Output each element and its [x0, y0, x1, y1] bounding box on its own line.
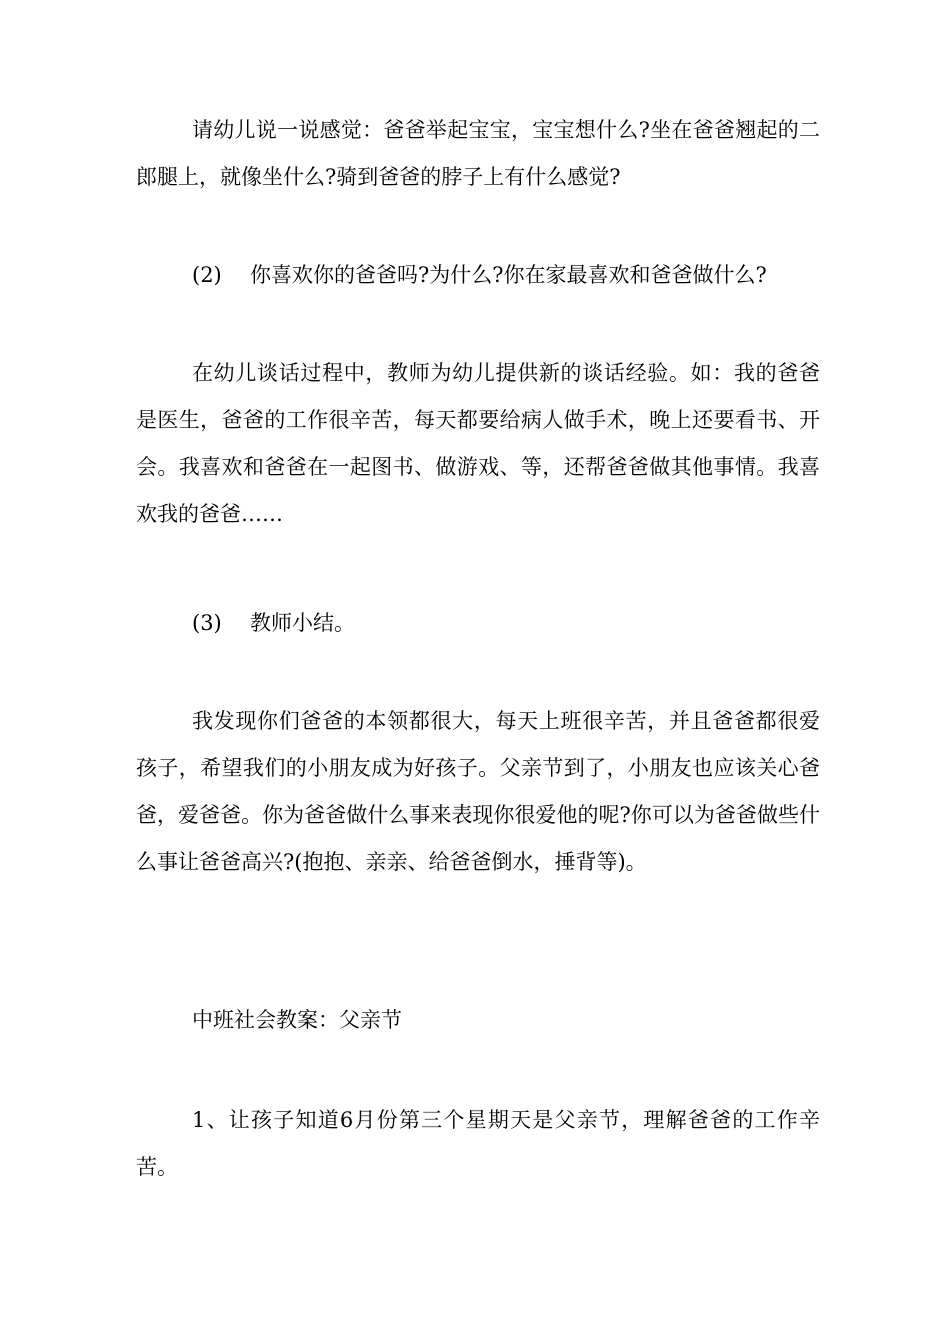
item-text: 教师小结。 — [250, 611, 355, 635]
numbered-item-2 — [192, 260, 767, 290]
section-heading: 中班社会教案：父亲节 — [192, 1008, 402, 1032]
item-number: (2) — [192, 263, 222, 287]
numbered-item-3 — [192, 608, 355, 638]
paragraph-summary: 我发现你们爸爸的本领都很大，每天上班很辛苦，并且爸爸都很爱孩子，希望我们的小朋友成为好孩子。父亲节到了，小朋友也应该关心爸爸，爱爸爸。你为爸爸做什么事来表现你很爱他的呢?你可以为爸爸做些什么事让爸爸高兴?(抱抱、亲亲、给爸爸倒水，捶背等)。 — [136, 709, 820, 874]
item-number: (3) — [192, 611, 222, 635]
paragraph-feelings: 请幼儿说一说感觉：爸爸举起宝宝，宝宝想什么?坐在爸爸翘起的二郎腿上，就像坐什么?骑到爸爸的脖子上有什么感觉? — [136, 118, 820, 189]
paragraph-teacher-guidance: 在幼儿谈话过程中，教师为幼儿提供新的谈话经验。如：我的爸爸是医生，爸爸的工作很辛苦，每天都要给病人做手术，晚上还要看书、开会。我喜欢和爸爸在一起图书、做游戏、等，还帮爸爸做其他事情。我喜欢我的爸爸…… — [136, 361, 820, 526]
paragraph-objective-1: 1、让孩子知道6月份第三个星期天是父亲节，理解爸爸的工作辛苦。 — [136, 1108, 820, 1179]
item-text: 你喜欢你的爸爸吗?为什么?你在家最喜欢和爸爸做什么? — [250, 263, 767, 287]
